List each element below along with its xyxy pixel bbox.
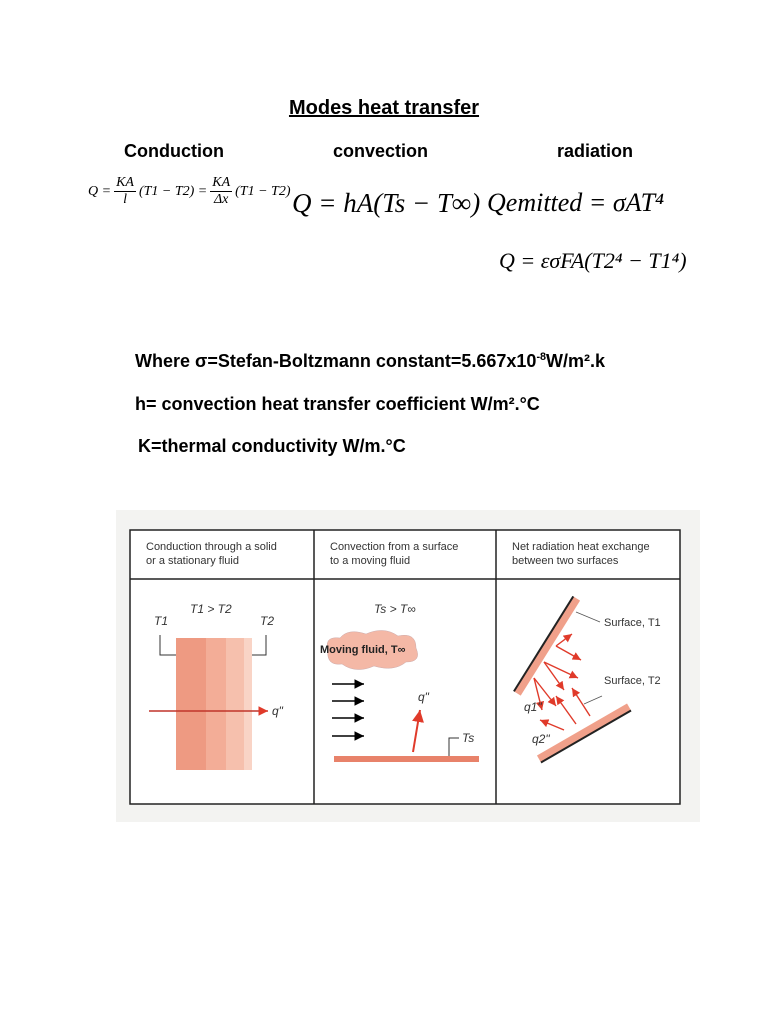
conduction-eq-lhs: Q = — [88, 183, 112, 199]
convection-equation: Q = hA(Ts − T∞) — [292, 188, 481, 218]
convection-ts-label: Ts — [462, 731, 475, 745]
moving-fluid-label: Moving fluid, T∞ — [320, 644, 406, 656]
convection-q-label: q" — [418, 690, 429, 704]
radiation-q2-label: q2" — [532, 732, 550, 746]
heading-conduction: Conduction — [124, 141, 224, 161]
convection-surface — [334, 756, 479, 762]
fraction-numerator: KA — [116, 175, 134, 190]
panel-1-caption — [146, 540, 277, 568]
panel-3-caption — [512, 540, 650, 568]
radiation-net-equation: Q = εσFA(T2⁴ − T1⁴) — [499, 248, 687, 273]
conduction-fraction-2 — [210, 176, 232, 207]
definition-sigma — [135, 351, 605, 372]
panel-3-caption-line-1: Net radiation heat exchange — [512, 541, 650, 553]
slab-layer-2 — [206, 638, 226, 770]
panel-2-caption-line-1: Convection from a surface — [330, 541, 459, 553]
conduction-q-label: q" — [272, 704, 283, 718]
radiation-emitted-equation: Qemitted = σAT⁴ — [487, 188, 665, 217]
figure-frame — [116, 510, 700, 822]
slab-layer-1 — [176, 638, 206, 770]
definition-sigma-exponent: -8 — [536, 351, 547, 363]
radiation-surface-2-label: Surface, T2 — [604, 675, 661, 687]
conduction-t2-label: T2 — [260, 614, 275, 628]
fraction-numerator: KA — [212, 175, 231, 190]
panel-1-caption-line-2: or a stationary fluid — [146, 555, 239, 567]
definition-h: h= convection heat transfer coefficient W/m².°C — [135, 394, 540, 414]
definition-k: K=thermal conductivity W/m.°C — [138, 436, 406, 456]
slab-layer-3 — [226, 638, 244, 770]
panel-3-caption-line-2: between two surfaces — [512, 555, 619, 567]
fraction-denominator: Δx — [213, 192, 229, 207]
heading-radiation: radiation — [557, 141, 634, 161]
page-title: Modes heat transfer — [288, 97, 480, 119]
conduction-fraction-1 — [114, 176, 136, 207]
slab-layer-4 — [244, 638, 252, 770]
conduction-t1-label: T1 — [154, 614, 169, 628]
conduction-eq-term-1: (T1 − T2) = — [138, 183, 208, 199]
radiation-surface-1-label: Surface, T1 — [604, 617, 661, 629]
definition-sigma-unit: W/m².k — [546, 351, 606, 371]
panel-2-caption — [330, 540, 458, 568]
convection-condition: Ts > T∞ — [374, 602, 416, 616]
conduction-condition: T1 > T2 — [190, 602, 232, 616]
heading-convection: convection — [333, 141, 429, 161]
conduction-equation — [88, 176, 290, 207]
panel-1-caption-line-1: Conduction through a solid — [146, 541, 277, 553]
definition-sigma-text: Where σ=Stefan-Boltzmann constant=5.667x10 — [135, 351, 537, 371]
conduction-eq-term-2: (T1 − T2) — [235, 183, 291, 199]
fraction-denominator: l — [123, 192, 127, 207]
panel-2-caption-line-2: to a moving fluid — [330, 555, 411, 567]
radiation-q1-label: q1" — [524, 700, 542, 714]
